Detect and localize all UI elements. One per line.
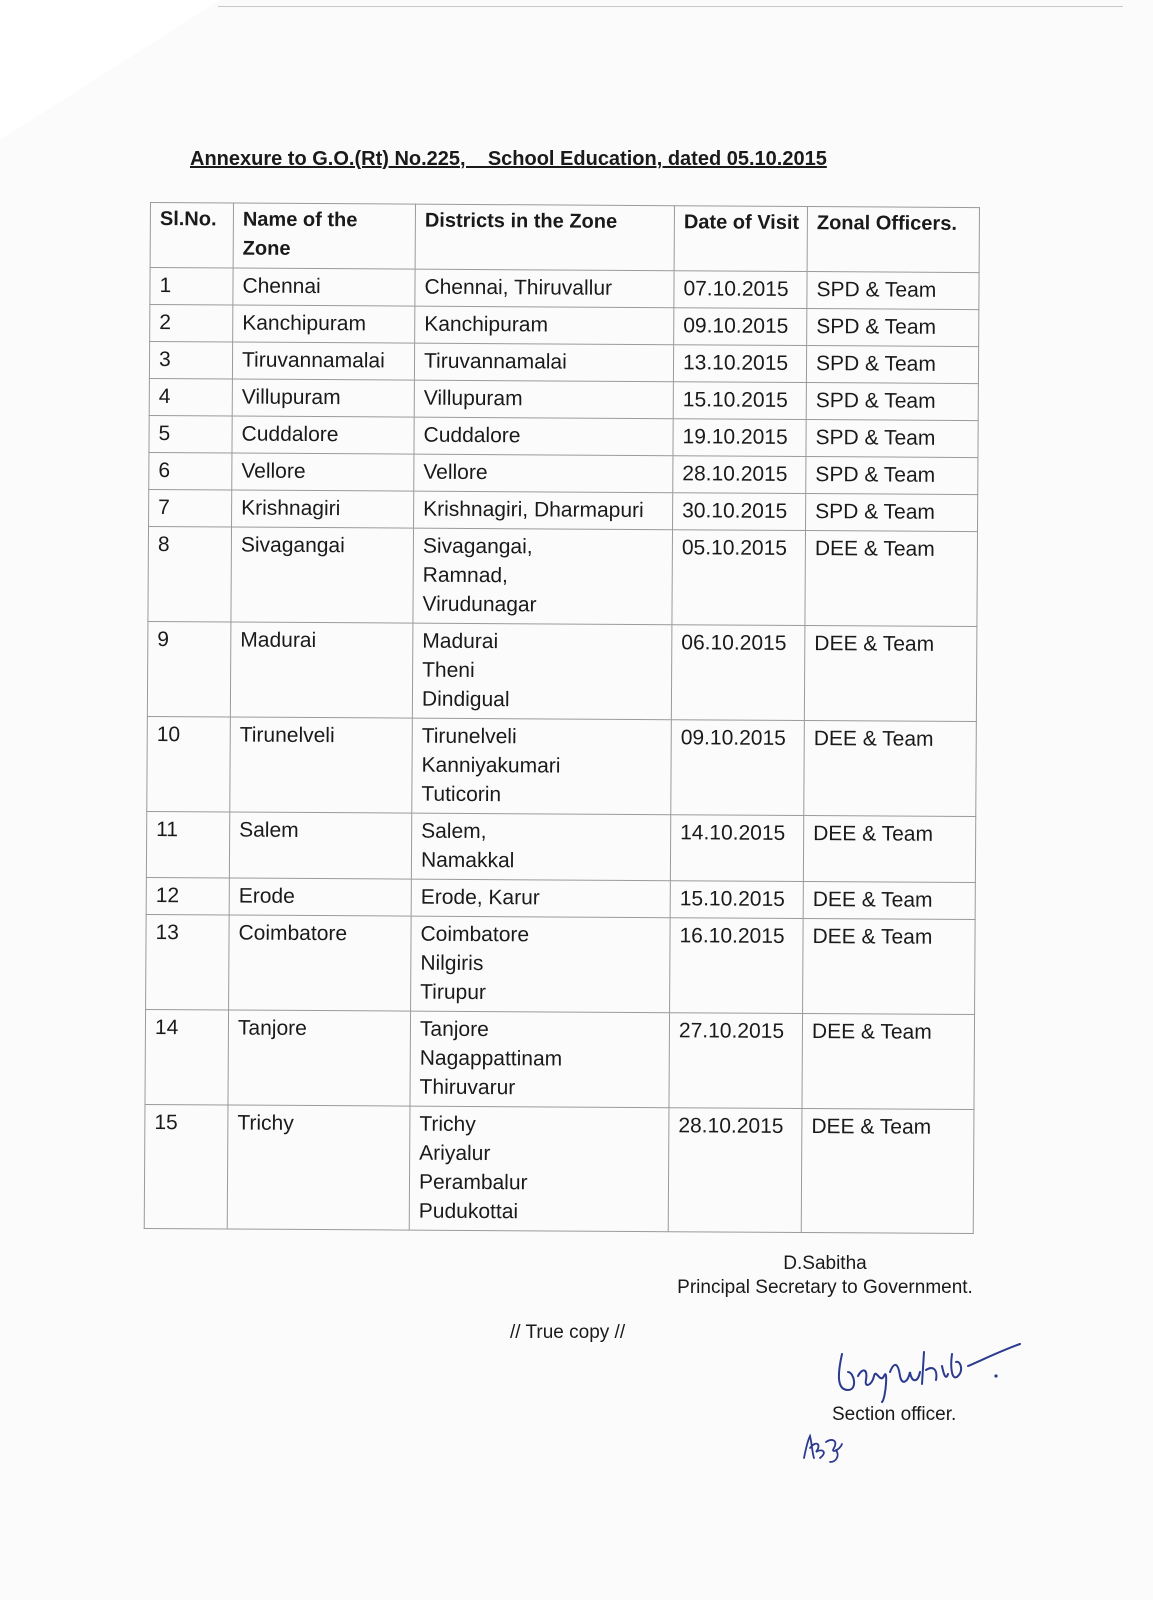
cell-zonal-officers: SPD & Team [806, 346, 978, 384]
cell-sl-no: 4 [149, 378, 232, 416]
cell-zone-name: Kanchipuram [233, 305, 415, 343]
header-zonal-officers: Zonal Officers. [807, 207, 979, 273]
cell-zonal-officers: SPD & Team [807, 272, 979, 310]
cell-zone-name: Vellore [232, 453, 414, 491]
signatory-name: D.Sabitha [783, 1253, 867, 1274]
cell-sl-no: 9 [147, 621, 231, 717]
cell-districts: Trichy Ariyalur Perambalur Pudukottai [409, 1106, 669, 1232]
cell-date-of-visit: 15.10.2015 [673, 382, 806, 420]
cell-date-of-visit: 05.10.2015 [672, 530, 806, 626]
cell-districts: Kanchipuram [415, 306, 674, 345]
table-row [146, 914, 976, 1014]
cell-zonal-officers: SPD & Team [806, 494, 978, 532]
table-row [149, 415, 978, 457]
cell-zonal-officers: DEE & Team [805, 531, 978, 627]
cell-date-of-visit: 30.10.2015 [673, 493, 806, 531]
cell-sl-no: 2 [150, 305, 233, 343]
header-date-of-visit: Date of Visit [674, 206, 807, 272]
true-copy-label: // True copy // [510, 1322, 626, 1343]
signatory-block [660, 1252, 990, 1300]
cell-zone-name: Cuddalore [232, 416, 414, 454]
cell-zone-name: Madurai [230, 622, 413, 718]
cell-zone-name: Erode [229, 878, 411, 916]
cell-zone-name: Salem [229, 812, 411, 879]
cell-sl-no: 7 [149, 489, 232, 527]
table-row [147, 716, 977, 816]
cell-date-of-visit: 15.10.2015 [670, 881, 803, 919]
cell-date-of-visit: 28.10.2015 [668, 1108, 802, 1233]
cell-districts: Tirunelveli Kanniyakumari Tuticorin [412, 718, 672, 815]
cell-sl-no: 10 [147, 716, 231, 812]
cell-districts: Tiruvannamalai [414, 343, 673, 382]
cell-sl-no: 12 [146, 877, 229, 915]
cell-sl-no: 6 [149, 452, 232, 490]
cell-sl-no: 3 [149, 342, 232, 380]
cell-zonal-officers: DEE & Team [804, 626, 977, 722]
zone-visit-table [144, 202, 980, 1234]
table-row [149, 489, 978, 531]
cell-zone-name: Sivagangai [231, 527, 414, 623]
cell-zonal-officers: DEE & Team [803, 816, 975, 883]
cell-sl-no: 11 [146, 811, 229, 878]
cell-zonal-officers: DEE & Team [803, 919, 976, 1015]
cell-districts: Vellore [414, 454, 673, 493]
cell-zone-name: Coimbatore [229, 915, 412, 1011]
cell-districts: Cuddalore [414, 417, 673, 456]
cell-districts: Chennai, Thiruvallur [415, 269, 674, 308]
cell-zonal-officers: DEE & Team [803, 882, 975, 920]
folded-corner [0, 0, 220, 140]
section-officer-label: Section officer. [832, 1404, 957, 1425]
cell-sl-no: 8 [148, 526, 232, 622]
cell-zone-name: Tirunelveli [230, 717, 413, 813]
cell-date-of-visit: 19.10.2015 [673, 419, 806, 457]
table-body [144, 268, 979, 1234]
table-row [146, 811, 975, 882]
header-sl-no: Sl.No. [150, 203, 233, 269]
cell-zonal-officers: SPD & Team [807, 309, 979, 347]
cell-zonal-officers: DEE & Team [804, 721, 977, 817]
cell-zonal-officers: DEE & Team [802, 1014, 975, 1110]
cell-zone-name: Tiruvannamalai [232, 342, 414, 380]
cell-zone-name: Krishnagiri [232, 490, 414, 528]
cell-zonal-officers: SPD & Team [806, 383, 978, 421]
table-row [147, 621, 977, 721]
cell-zone-name: Tanjore [228, 1010, 411, 1106]
cell-districts: Coimbatore Nilgiris Tirupur [411, 916, 671, 1013]
cell-date-of-visit: 09.10.2015 [674, 308, 807, 346]
cell-zone-name: Chennai [233, 268, 415, 306]
cell-date-of-visit: 06.10.2015 [671, 625, 805, 721]
cell-zone-name: Villupuram [232, 379, 414, 417]
handwritten-initials [800, 1430, 850, 1466]
table-row [148, 526, 978, 626]
table-row [145, 1009, 975, 1109]
cell-date-of-visit: 14.10.2015 [670, 815, 803, 882]
cell-districts: Villupuram [414, 380, 673, 419]
cell-zonal-officers: DEE & Team [801, 1108, 974, 1233]
cell-districts: Salem, Namakkal [411, 813, 670, 881]
cell-districts: Madurai Theni Dindigual [412, 623, 672, 720]
cell-districts: Sivagangai, Ramnad, Virudunagar [413, 528, 673, 625]
table-row [146, 877, 975, 919]
cell-sl-no: 14 [145, 1009, 229, 1105]
table-row [149, 342, 978, 384]
cell-date-of-visit: 07.10.2015 [674, 271, 807, 309]
cell-date-of-visit: 13.10.2015 [673, 345, 806, 383]
table-row [149, 378, 978, 420]
cell-date-of-visit: 16.10.2015 [670, 918, 804, 1014]
handwritten-signature [828, 1332, 1028, 1412]
table-row [150, 268, 979, 310]
cell-zonal-officers: SPD & Team [806, 457, 978, 495]
signatory-designation: Principal Secretary to Government. [677, 1277, 973, 1298]
table-row [150, 305, 979, 347]
cell-zonal-officers: SPD & Team [806, 420, 978, 458]
cell-sl-no: 13 [146, 914, 230, 1010]
cell-date-of-visit: 28.10.2015 [673, 456, 806, 494]
table-row [144, 1104, 974, 1233]
cell-sl-no: 1 [150, 268, 233, 306]
cell-districts: Krishnagiri, Dharmapuri [414, 491, 673, 530]
page-top-edge [218, 6, 1123, 7]
cell-districts: Erode, Karur [411, 879, 670, 918]
header-zone-name: Name of the Zone [233, 203, 415, 269]
annexure-heading: Annexure to G.O.(Rt) No.225, School Education, dated 05.10.2015 [190, 148, 827, 170]
cell-zone-name: Trichy [227, 1105, 410, 1230]
cell-sl-no: 15 [144, 1104, 228, 1229]
cell-districts: Tanjore Nagappattinam Thiruvarur [410, 1011, 670, 1108]
cell-date-of-visit: 09.10.2015 [671, 720, 805, 816]
cell-sl-no: 5 [149, 415, 232, 453]
table-row [149, 452, 978, 494]
cell-date-of-visit: 27.10.2015 [669, 1013, 803, 1109]
table-header-row [150, 203, 979, 273]
header-districts: Districts in the Zone [415, 204, 674, 271]
